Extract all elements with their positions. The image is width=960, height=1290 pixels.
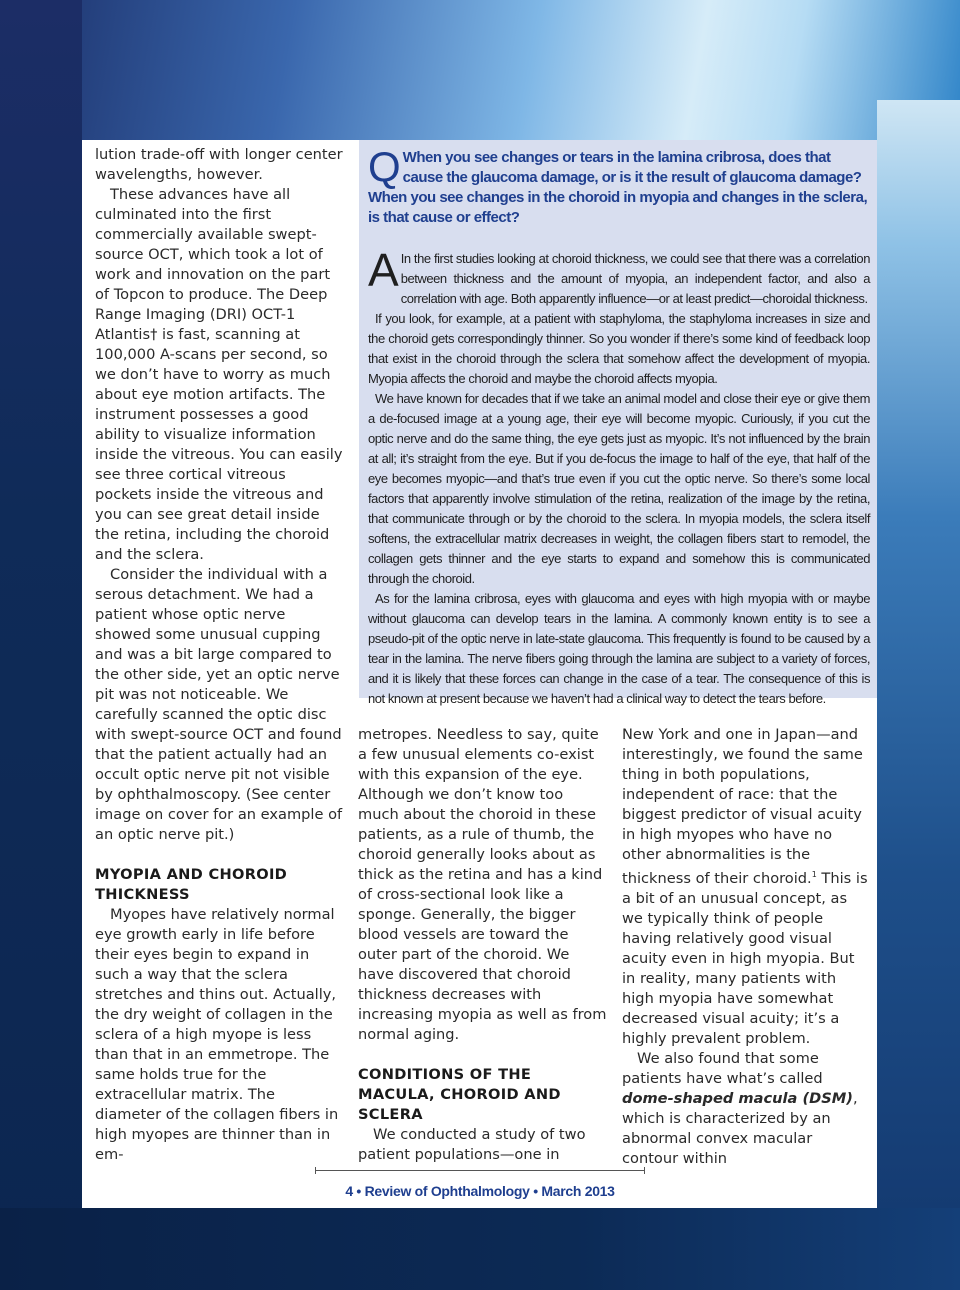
- answer-paragraph: A In the first studies looking at choroid thickness, we could see that there was a correlation between thickness and the amount of myopia, an independent factor, and also a correlation with age. Both apparently influence—or at least predict—choroidal thickness.: [368, 244, 870, 306]
- footer-rule: [315, 1170, 645, 1171]
- text-column-1: [95, 145, 345, 1165]
- page-footer: 4 • Review of Ophthalmology • March 2013: [345, 1183, 615, 1199]
- key-term: dome-shaped macula (DSM): [622, 1089, 853, 1107]
- qa-answer: [368, 244, 870, 709]
- answer-paragraph: If you look, for example, at a patient with staphyloma, the staphyloma increases in size and the choroid gets correspondingly thinner. So you wonder if there’s some kind of feedback loop that exist in the choroid through the sclera that somehow affect the development of myopia. Myopia affects the choroid and maybe the choroid affects myopia.: [368, 311, 870, 386]
- answer-paragraph: As for the lamina cribrosa, eyes with glaucoma and eyes with high myopia with or maybe without glaucoma can develop tears in the lamina. A commonly known entity is to see a pseudo-pit of the optic nerve in late-state glaucoma. This frequently is found to be caused by a tear in the lamina. The nerve fibers going through the lamina are subject to a variety of forces, and it is likely that these forces can change in the case of a tear. The consequence of this is not known at present because we haven’t had a clinical way to detect the tears before.: [368, 591, 870, 706]
- cover-gradient-right: [877, 100, 960, 1290]
- cover-gradient-bottom: [0, 1208, 960, 1290]
- spacer: [358, 1045, 608, 1065]
- answer-paragraph: We have known for decades that if we take an animal model and close their eye or give them a de-focused image at a young age, their eye will become myopic. Curiously, if you cut the optic nerve and do the same thing, the eye gets just as myopic. It’s not influenced by the brain at all; it’s straight from the eye. But if you de-focus the image to half of the eye, that half of the eye becomes myopic—and that’s true even if you cut the optic nerve. So there’s some local factors that apparently involve stimulation of the retina, realization of the image by the retina, that communicate through or by the choroid to the sclera. In myopia models, the sclera itself softens, the extracellular matrix decreases in weight, the collagen fibers start to remodel, the collagen gets thinner and the eye starts to expand and somehow this is communicated through the choroid.: [368, 391, 870, 586]
- text-column-2: [358, 725, 608, 1165]
- paragraph: Myopes have relatively normal eye growth early in life before their eyes begin to expand in such a way that the sclera stretches and thins out. Actually, the dry weight of collagen in the sclera of a high myope is less than that in an emmetrope. The same holds true for the extracellular matrix. The diameter of the collagen fibers in high myopes are thinner than in em-: [95, 906, 339, 1163]
- spacer: [95, 845, 345, 865]
- paragraph: We conducted a study of two patient populations—one in: [358, 1126, 586, 1163]
- text-column-3: [622, 725, 872, 1169]
- paragraph: These advances have all culminated into the first commercially available swept-source OCT, which took a lot of work and innovation on the part of Topcon to produce. The Deep Range Imaging (DRI) OCT-1 Atlantis† is fast, scanning at 100,000 A-scans per second, so we don’t have to worry as much about eye motion artifacts. The instrument possesses a good ability to visualize information inside the vitreous. You can easily see three cortical vitreous pockets inside the vitreous and you can see great detail inside the retina, including the choroid and the sclera.: [95, 186, 343, 563]
- section-heading: CONDITIONS OF THE MACULA, CHOROID AND SCLERA: [358, 1066, 561, 1123]
- question-text: When you see changes or tears in the lamina cribrosa, does that cause the glaucoma damage, or is it the result of glaucoma damage? When you see changes in the choroid in myopia and changes in the sclera, is that cause or effect?: [368, 149, 868, 226]
- answer-drop-cap: A: [368, 244, 399, 296]
- cover-gradient-top: [0, 0, 960, 140]
- section-heading: MYOPIA AND CHOROID THICKNESS: [95, 866, 288, 903]
- article-page: [82, 140, 877, 1208]
- paragraph: metropes. Needless to say, quite a few unusual elements co-exist with this expansion of the eye. Although we don’t know too much about the choroid in these patients, as a rule of thumb, the choroid generally looks about as thick as the retina and has a kind of cross-sectional look like a sponge. Generally, the bigger blood vessels are toward the outer part of the choroid. We have discovered that choroid thickness decreases with increasing myopia as well as from normal aging.: [358, 726, 607, 1043]
- cover-gradient-left: [0, 0, 82, 1290]
- paragraph: New York and one in Japan—and interestingly, we found the same thing in both populations, independent of race: that the biggest predictor of visual acuity in high myopes who have no other abnormalities is the thickness of their choroid.$^1$ This is a bit of an unusual concept, as we typically think of people having relatively good visual acuity even in high myopia. But in reality, many patients with high myopia have somewhat decreased visual acuity; it’s a highly prevalent problem.: [622, 726, 868, 1047]
- footnote-marker: 1: [811, 870, 817, 879]
- question-drop-cap: Q: [368, 143, 401, 190]
- paragraph: We also found that some patients have what’s called dome-shaped macula (DSM), which is characterized by an abnormal convex macular contour within: [622, 1049, 858, 1167]
- paragraph: Consider the individual with a serous detachment. We had a patient whose optic nerve showed some unusual cupping and was a bit large compared to the other side, yet an optic nerve pit was not noticeable. We carefully scanned the optic disc with swept-source OCT and found that the patient actually had an occult optic nerve pit not visible by ophthalmoscopy. (See center image on cover for an example of an optic nerve pit.): [95, 566, 343, 843]
- qa-question: [368, 143, 870, 228]
- qa-sidebar: [359, 140, 877, 706]
- paragraph: lution trade-off with longer center wavelengths, however.: [95, 146, 343, 183]
